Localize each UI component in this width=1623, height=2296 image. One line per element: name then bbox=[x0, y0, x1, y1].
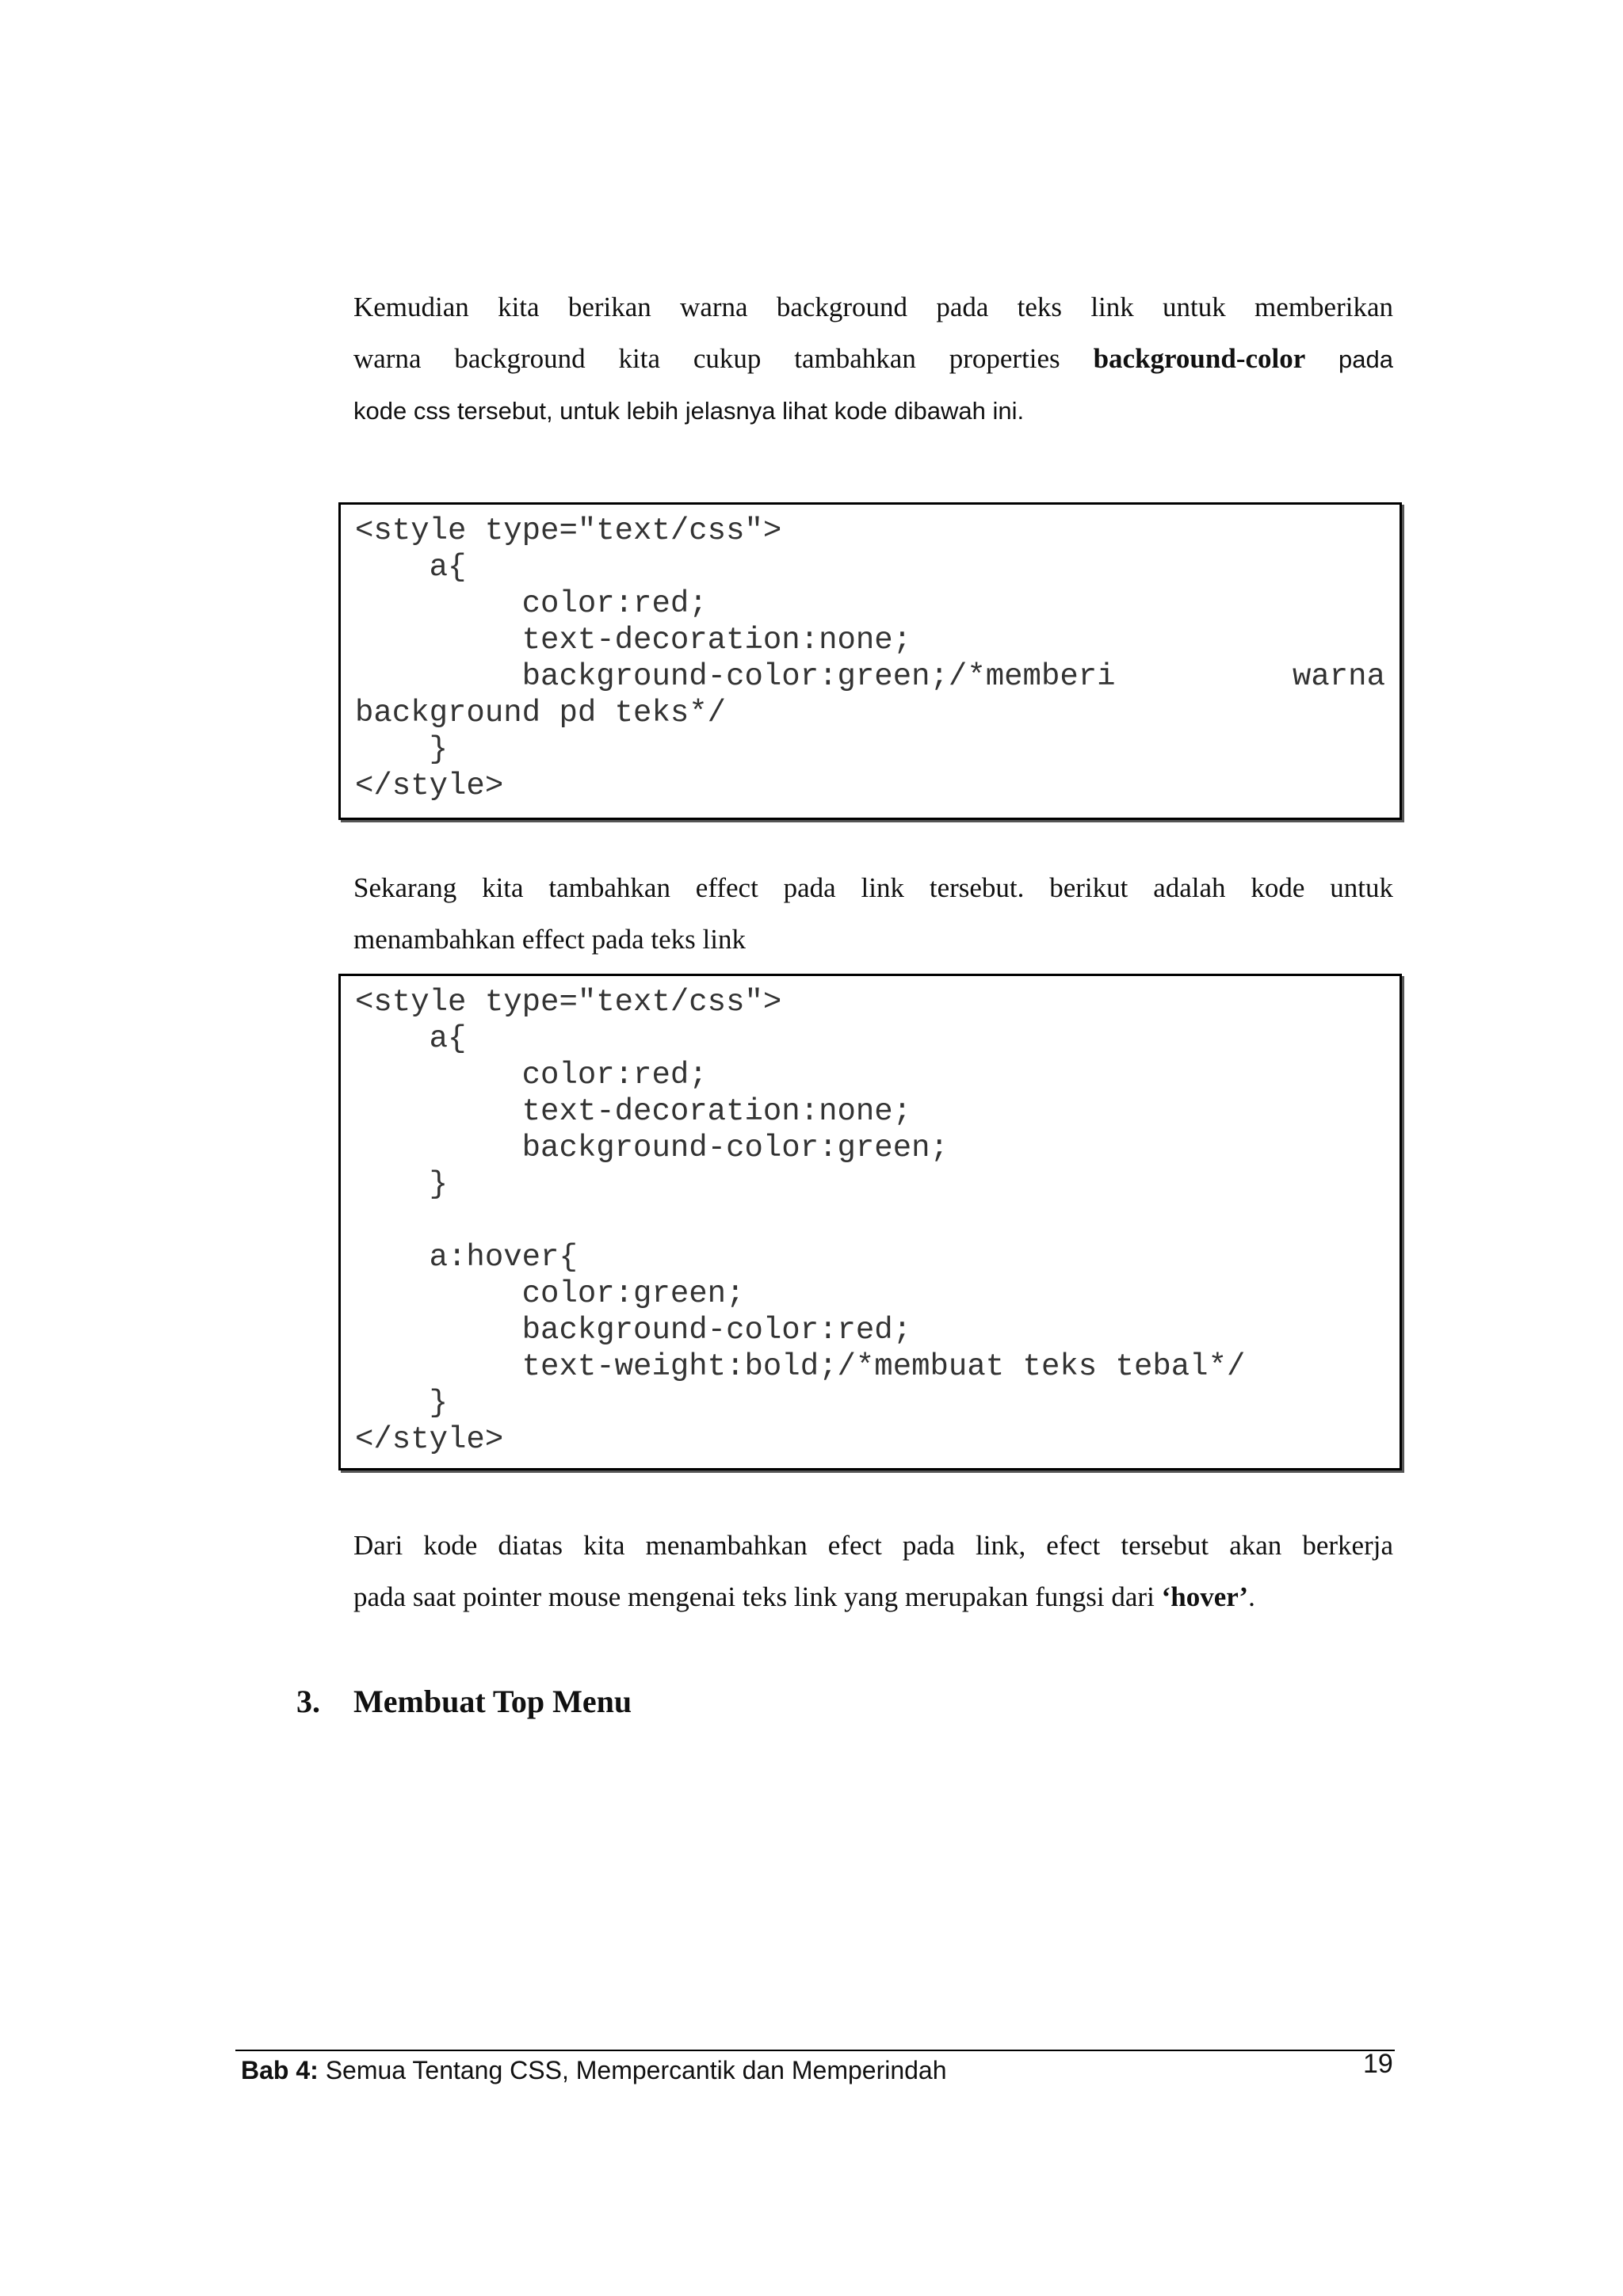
code-line-left: background-color:green;/*memberi bbox=[355, 659, 1116, 694]
code-line: text-decoration:none; bbox=[355, 623, 912, 658]
paragraph-explanation-line2-text: pada saat pointer mouse mengenai teks link yang merupakan fungsi dari bbox=[353, 1581, 1162, 1612]
property-name: background-color bbox=[1093, 343, 1306, 374]
code-line: } bbox=[355, 1386, 449, 1421]
paragraph-intro-line2 bbox=[353, 333, 1393, 385]
code-line: text-decoration:none; bbox=[355, 1094, 912, 1129]
code-line: color:green; bbox=[355, 1276, 745, 1311]
paragraph-effect-line1: Sekarang kita tambahkan effect pada link tersebut. berikut adalah kode untuk bbox=[353, 872, 1393, 903]
footer-divider bbox=[235, 2050, 1395, 2051]
paragraph-intro-line2-text: warna background kita cukup tambahkan properties bbox=[353, 343, 1094, 374]
code-line bbox=[355, 658, 1385, 695]
footer-chapter-title: Semua Tentang CSS, Mempercantik dan Memperindah bbox=[318, 2056, 947, 2084]
section-number: 3. bbox=[296, 1684, 320, 1719]
code-line: color:red; bbox=[355, 1058, 708, 1093]
paragraph-explanation-line2-end: . bbox=[1248, 1581, 1255, 1612]
hover-keyword: ‘hover’ bbox=[1161, 1581, 1249, 1612]
paragraph-effect-line2: menambahkan effect pada teks link bbox=[353, 924, 746, 955]
code-block-background bbox=[338, 502, 1402, 820]
paragraph-effect bbox=[353, 862, 1393, 965]
code-line: background-color:green; bbox=[355, 1131, 949, 1165]
paragraph-explanation-line1: Dari kode diatas kita menambahkan efect pada link, efect tersebut akan berkerja bbox=[353, 1530, 1393, 1561]
code-line-right: warna bbox=[1292, 659, 1385, 694]
footer-chapter bbox=[241, 2053, 947, 2088]
paragraph-intro bbox=[353, 281, 1393, 437]
code-line: </style> bbox=[355, 769, 504, 803]
section-title: Membuat Top Menu bbox=[353, 1684, 632, 1719]
code-line: <style type="text/css"> bbox=[355, 985, 782, 1020]
code-line: background-color:red; bbox=[355, 1313, 912, 1348]
paragraph-intro-line1: Kemudian kita berikan warna background pada teks link untuk memberikan bbox=[353, 292, 1393, 322]
code-line: background pd teks*/ bbox=[355, 696, 727, 730]
paragraph-explanation bbox=[353, 1520, 1393, 1623]
code-line: a{ bbox=[355, 550, 467, 585]
code-line: } bbox=[355, 1167, 449, 1202]
paragraph-explanation-line2 bbox=[353, 1571, 1393, 1623]
footer-chapter-label: Bab 4: bbox=[241, 2056, 319, 2084]
code-line bbox=[355, 1203, 1385, 1239]
code-line: <style type="text/css"> bbox=[355, 513, 782, 548]
code-line: } bbox=[355, 732, 449, 767]
code-line: color:red; bbox=[355, 586, 708, 621]
page-number: 19 bbox=[1363, 2049, 1393, 2079]
paragraph-intro-line2-end: pada bbox=[1305, 345, 1393, 373]
code-line: a:hover{ bbox=[355, 1240, 578, 1275]
code-block-hover bbox=[338, 974, 1402, 1470]
section-heading bbox=[296, 1678, 632, 1726]
code-line: a{ bbox=[355, 1021, 467, 1056]
paragraph-intro-line3: kode css tersebut, untuk lebih jelasnya lihat kode dibawah ini. bbox=[353, 397, 1025, 425]
code-line: text-weight:bold;/*membuat teks tebal*/ bbox=[355, 1349, 1246, 1384]
code-line: </style> bbox=[355, 1422, 504, 1457]
